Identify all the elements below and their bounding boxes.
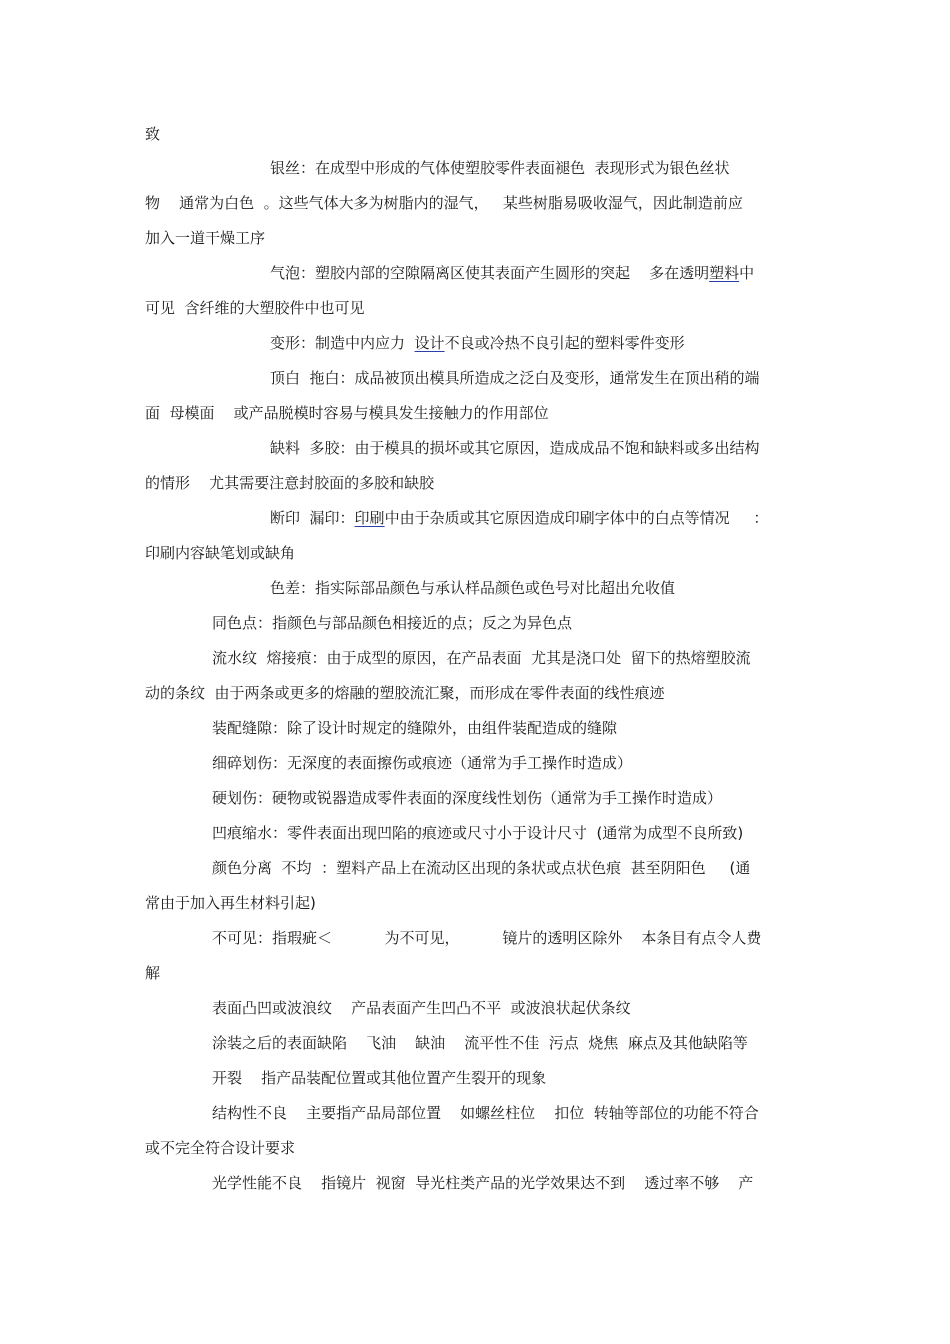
text-segment: 中 [739,264,755,282]
text-line: 细碎划伤：无深度的表面擦伤或痕迹（通常为手工操作时造成） [212,754,633,772]
text-line [270,508,768,528]
hyperlink-plastic[interactable]: 塑料 [709,264,740,282]
text-line: 开裂 指产品装配位置或其他位置产生裂开的现象 [212,1069,547,1087]
text-line [270,263,754,283]
text-segment: 中由于杂质或其它原因造成印刷字体中的白点等情况 ： [384,509,769,527]
text-line: 常由于加入再生材料引起) [145,894,316,912]
text-line: 银丝：在成型中形成的气体使塑胶零件表面褪色 表现形式为银色丝状 [270,159,730,177]
text-line: 印刷内容缺笔划或缺角 [145,544,296,562]
text-line: 色差：指实际部品颜色与承认样品颜色或色号对比超出允收值 [270,579,676,597]
text-line: 凹痕缩水：零件表面出现凹陷的痕迹或尺寸小于设计尺寸 (通常为成型不良所致) [212,824,744,842]
text-line: 同色点：指颜色与部品颜色相接近的点；反之为异色点 [212,614,573,632]
text-line: 硬划伤：硬物或锐器造成零件表面的深度线性划伤（通常为手工操作时造成） [212,789,723,807]
text-line [270,333,685,353]
text-line: 加入一道干燥工序 [145,229,266,247]
text-segment: 断印 漏印： [270,509,355,527]
text-line: 装配缝隙：除了设计时规定的缝隙外，由组件装配造成的缝隙 [212,719,618,737]
text-line: 解 [145,964,161,982]
text-segment: 不良或冷热不良引起的塑料零件变形 [444,334,685,352]
text-line: 缺料 多胶：由于模具的损坏或其它原因，造成成品不饱和缺料或多出结构 [270,439,760,457]
text-line: 不可见：指瑕疵＜ 为不可见， 镜片的透明区除外 本条目有点令人费 [212,929,762,947]
text-line: 颜色分离 不均 ：塑料产品上在流动区出现的条状或点状色痕 甚至阴阳色 (通 [212,859,751,877]
text-line: 可见 含纤维的大塑胶件中也可见 [145,299,365,317]
text-line: 面 母模面 或产品脱模时容易与模具发生接触力的作用部位 [145,404,549,422]
text-line: 的情形 尤其需要注意封胶面的多胶和缺胶 [145,474,435,492]
text-line: 涂装之后的表面缺陷 飞油 缺油 流平性不佳 污点 烧焦 麻点及其他缺陷等 [212,1034,748,1052]
text-line: 流水纹 熔接痕：由于成型的原因，在产品表面 尤其是浇口处 留下的热熔塑胶流 [212,649,751,667]
text-line: 结构性不良 主要指产品局部位置 如螺丝柱位 扣位 转轴等部位的功能不符合 [212,1104,759,1122]
text-line: 动的条纹 由于两条或更多的熔融的塑胶流汇聚，而形成在零件表面的线性痕迹 [145,684,665,702]
text-line: 致 [145,125,161,143]
hyperlink-printing[interactable]: 印刷 [354,509,385,527]
hyperlink-design[interactable]: 设计 [414,334,445,352]
text-line: 表面凸凹或波浪纹 产品表面产生凹凸不平 或波浪状起伏条纹 [212,999,631,1017]
text-line: 光学性能不良 指镜片 视窗 导光柱类产品的光学效果达不到 透过率不够 产 [212,1174,754,1192]
text-line: 物 通常为白色 。这些气体大多为树脂内的湿气， 某些树脂易吸收湿气，因此制造前应 [145,194,743,212]
text-line: 顶白 拖白：成品被顶出模具所造成之泛白及变形，通常发生在顶出稍的端 [270,369,760,387]
text-segment: 变形：制造中内应力 [270,334,415,352]
text-segment: 气泡：塑胶内部的空隙隔离区使其表面产生圆形的突起 多在透明 [270,264,710,282]
text-line: 或不完全符合设计要求 [145,1139,296,1157]
